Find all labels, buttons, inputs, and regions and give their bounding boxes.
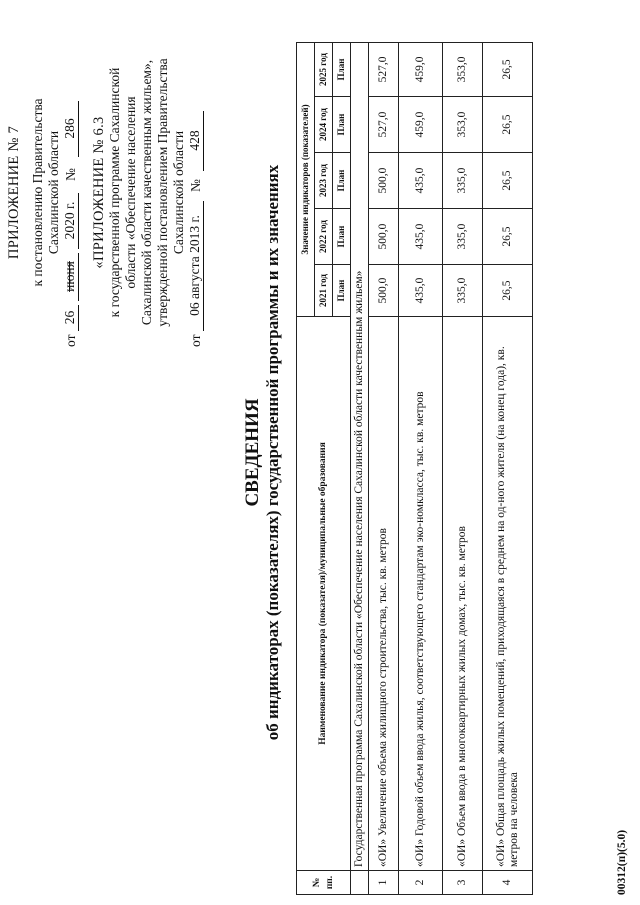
row-value: 353,0 [443, 42, 483, 96]
appendix-line: к постановлению Правительства [30, 98, 45, 287]
row-value: 353,0 [443, 97, 483, 153]
number-sign: № [63, 168, 78, 181]
appendix-block [6, 20, 204, 365]
row-value: 435,0 [399, 153, 443, 209]
row-num: 2 [399, 871, 443, 895]
prior-date-prefix: от [188, 334, 203, 347]
col-num-header: № пп. [297, 871, 351, 895]
col-name-header: Наименование индикатора (показателя)/муниципальные образования [297, 317, 351, 871]
row-value: 459,0 [399, 42, 443, 96]
row-value: 26,5 [483, 97, 533, 153]
row-value: 527,0 [369, 42, 399, 96]
row-value: 500,0 [369, 265, 399, 317]
page-subtitle: об индикаторах (показателях) государственной программы и их значениях [263, 164, 282, 741]
row-value: 335,0 [443, 209, 483, 265]
program-num-cell [351, 871, 369, 895]
year-header: 2021 год [315, 265, 333, 317]
doc-number: 286 [62, 101, 79, 157]
row-name: «ОИ» Общая площадь жилых помещений, приходящаяся в среднем на од-ного жителя (на конец года), кв. метров на человека [483, 317, 533, 871]
plan-header: План [333, 42, 351, 96]
row-value: 335,0 [443, 265, 483, 317]
row-name: «ОИ» Увеличение объема жилищного строительства, тыс. кв. метров [369, 317, 399, 871]
prior-number: 428 [187, 111, 204, 171]
plan-header: План [333, 97, 351, 153]
appendix-title: ПРИЛОЖЕНИЕ № 7 [6, 125, 22, 260]
row-value: 26,5 [483, 153, 533, 209]
row-value: 500,0 [369, 153, 399, 209]
row-value: 527,0 [369, 97, 399, 153]
col-values-group-header: Значение индикаторов (показателей) [297, 42, 315, 316]
table-row [443, 42, 483, 894]
table-header-row [297, 42, 315, 894]
prior-line: Сахалинской области [171, 130, 186, 255]
indicators-table [296, 42, 533, 895]
row-value: 435,0 [399, 265, 443, 317]
row-value: 26,5 [483, 265, 533, 317]
prior-line: Сахалинской области качественным жильем», [139, 59, 154, 326]
table-row [369, 42, 399, 894]
page-heading [242, 0, 282, 905]
prior-date: 06 августа 2013 г. [187, 201, 204, 331]
date-month: июня [62, 253, 79, 301]
appendix-line: Сахалинской области [46, 130, 61, 255]
row-value: 500,0 [369, 209, 399, 265]
appendix-date-row [62, 20, 79, 347]
row-value: 26,5 [483, 42, 533, 96]
table-row [483, 42, 533, 894]
row-value: 435,0 [399, 209, 443, 265]
document-code: 00312(п)(5.0) [616, 829, 628, 895]
prior-line: к государственной программе Сахалинской [107, 67, 122, 318]
row-num: 1 [369, 871, 399, 895]
plan-header: План [333, 153, 351, 209]
year-header: 2023 год [315, 153, 333, 209]
plan-header: План [333, 209, 351, 265]
plan-header: План [333, 265, 351, 317]
row-num: 3 [443, 871, 483, 895]
year-header: 2022 год [315, 209, 333, 265]
row-value: 459,0 [399, 97, 443, 153]
row-name: «ОИ» Годовой объем ввода жилья, соответствующего стандартам эко-номкласса, тыс. кв. метров [399, 317, 443, 871]
table-row-program [351, 42, 369, 894]
year-header: 2025 год [315, 42, 333, 96]
table-row [399, 42, 443, 894]
row-name: «ОИ» Объем ввода в многоквартирных жилых домах, тыс. кв. метров [443, 317, 483, 871]
prior-line: области «Обеспечение населения [123, 96, 138, 289]
prior-number-sign: № [188, 179, 203, 192]
date-year: 2020 г. [62, 193, 79, 249]
prior-title: «ПРИЛОЖЕНИЕ № 6.3 [91, 116, 107, 269]
row-value: 26,5 [483, 209, 533, 265]
page-title: СВЕДЕНИЯ [242, 398, 263, 507]
row-value: 335,0 [443, 153, 483, 209]
prior-line: утвержденной постановлением Правительства [155, 58, 170, 327]
row-num: 4 [483, 871, 533, 895]
date-prefix: от [63, 334, 78, 347]
prior-date-row [187, 20, 204, 347]
program-name-cell: Государственная программа Сахалинской области «Обеспечение населения Сахалинской области качественным жильем» [351, 42, 369, 870]
year-header: 2024 год [315, 97, 333, 153]
date-day: 26 [62, 305, 79, 331]
